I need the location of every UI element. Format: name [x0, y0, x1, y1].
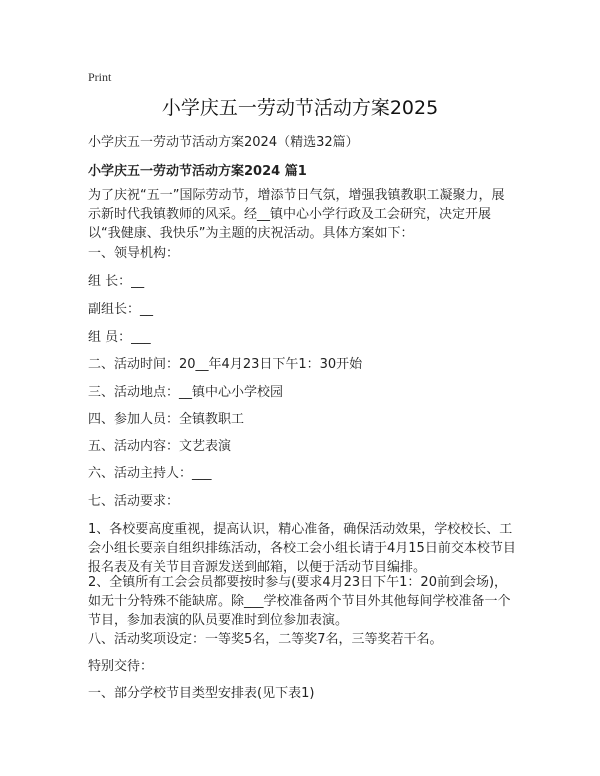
requirements-heading: 七、活动要求：: [88, 494, 180, 509]
leader-line: 组 长：__: [88, 274, 145, 289]
activity-location: 三、活动地点：__镇中心小学校园: [88, 385, 284, 400]
section-heading: 小学庆五一劳动节活动方案2024 篇1: [88, 164, 307, 179]
award-settings: 八、活动奖项设定：一等奖5名，二等奖7名，三等奖若干名。: [88, 632, 443, 647]
document-title: 小学庆五一劳动节活动方案2025: [161, 97, 439, 119]
intro-paragraph: 为了庆祝“五一”国际劳动节，增添节日气氛，增强我镇教职工凝聚力，展示新时代我镇教师的风采。经__镇中心小学行政及工会研究，决定开展以“我健康、我快乐”为主题的庆祝活动。具体方案如下：: [88, 188, 505, 241]
members-line: 组 员：___: [88, 330, 151, 345]
requirement-1: 1、各校要高度重视，提高认识，精心准备，确保活动效果，学校校长、工会小组长要亲自组织排练活动，各校工会小组长请于4月15日前交本校节目报名表及有关节目音源发送到邮箱，以便于活动节目编排。: [88, 522, 516, 575]
document-subtitle: 小学庆五一劳动节活动方案2024（精选32篇）: [88, 135, 359, 150]
activity-host: 六、活动主持人：___: [88, 466, 212, 481]
special-notes-heading: 特别交待：: [88, 659, 154, 674]
activity-content: 五、活动内容：文艺表演: [88, 439, 232, 454]
participants: 四、参加人员：全镇教职工: [88, 412, 245, 427]
requirement-2: 2、全镇所有工会会员都要按时参与(要求4月23日下午1：20前到会场)，如无十分特殊不能缺席。除___学校准备两个节目外其他每间学校准备一个节目，参加表演的队员要准时到位参加表演。: [88, 575, 511, 628]
deputy-leader-line: 副组长：__: [88, 302, 154, 317]
activity-time: 二、活动时间：20__年4月23日下午1：30开始: [88, 357, 363, 372]
leadership-heading: 一、领导机构：: [88, 246, 180, 261]
program-table-note: 一、部分学校节目类型安排表(见下表1): [88, 686, 315, 701]
print-link[interactable]: Print: [88, 70, 112, 84]
